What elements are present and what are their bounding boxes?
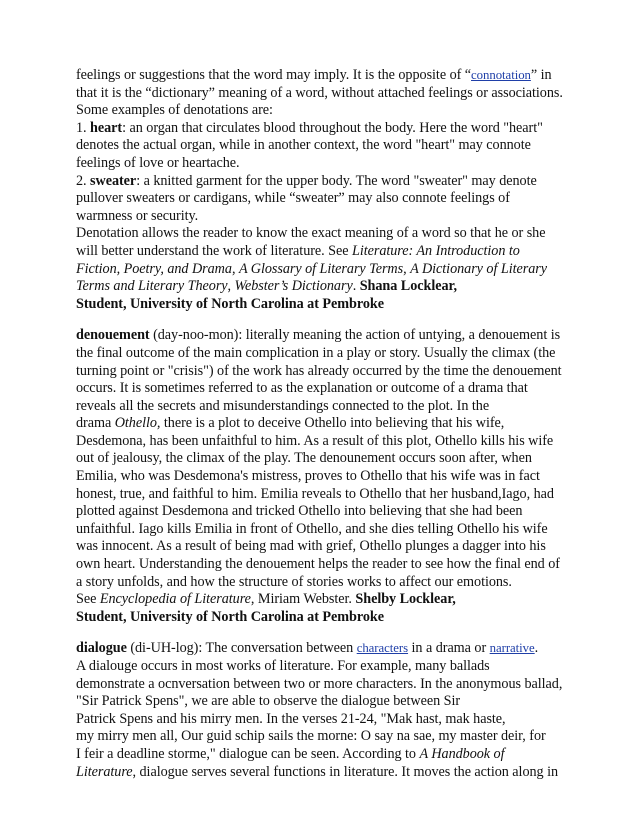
text-segment: there is a plot to deceive Othello into believing that his wife,	[160, 415, 505, 432]
italic-title: Literature: An Introduction to	[351, 242, 520, 259]
text-segment: warmness or security.	[76, 207, 199, 224]
text-line	[76, 538, 568, 556]
text-segment: pullover sweaters or cardigans, while “sweater” may also connote feelings of	[76, 190, 510, 207]
link-characters[interactable]: characters	[356, 641, 409, 656]
text-segment: demonstrate a ocnversation between two or more characters. In the anonymous ballad,	[76, 675, 563, 692]
text-segment: (di-UH-log): The conversation between	[126, 640, 357, 657]
text-line	[76, 415, 568, 433]
italic-title: Encyclopedia of Literature	[99, 591, 251, 608]
text-segment: own heart. Understanding the denouement helps the reader to see how the final end of	[76, 556, 560, 573]
text-line	[76, 450, 568, 468]
text-segment: the final outcome of the main complication in a play or story. Usually the climax (the	[76, 344, 556, 361]
italic-title: Othello,	[114, 415, 161, 432]
text-segment: turning point or "crisis") of the work has already occurred by the time the denouement	[76, 362, 562, 379]
text-line	[76, 120, 568, 138]
text-segment: , Miriam Webster.	[250, 591, 356, 608]
bold-text: sweater	[90, 172, 137, 189]
text-line	[76, 327, 568, 345]
text-line	[76, 225, 568, 243]
text-line	[76, 85, 568, 103]
text-line	[76, 693, 568, 711]
text-line	[76, 521, 568, 539]
text-line	[76, 137, 568, 155]
text-line	[76, 746, 568, 764]
paragraph-gap	[76, 313, 568, 327]
text-line	[76, 591, 568, 609]
text-line	[76, 363, 568, 381]
italic-title: A Handbook of	[419, 745, 505, 762]
text-line	[76, 676, 568, 694]
text-segment: ,	[231, 260, 239, 277]
italic-title: A Dictionary of Literary	[410, 260, 547, 277]
text-line	[76, 711, 568, 729]
bold-text: Student, University of North Carolina at Pembroke	[76, 608, 384, 625]
text-segment: feelings of love or heartache.	[76, 154, 240, 171]
text-segment: my mirry men all, Our guid schip sails the morne: O say na sae, my master deir, for	[76, 728, 546, 745]
text-segment: See	[76, 591, 100, 608]
text-line	[76, 278, 568, 296]
text-segment: reveals all the secrets and misunderstandings connected to the plot. In the	[76, 397, 490, 414]
text-line	[76, 468, 568, 486]
text-line	[76, 433, 568, 451]
text-segment: a story unfolds, and how the structure of stories works to affect our emotions.	[76, 573, 512, 590]
text-line	[76, 380, 568, 398]
text-line	[76, 243, 568, 261]
bold-text: Shelby Locklear,	[355, 591, 456, 608]
text-segment: , dialogue serves several functions in literature. It moves the action along in	[132, 763, 559, 780]
text-line	[76, 486, 568, 504]
text-line	[76, 208, 568, 226]
text-segment: Emilia, who was Desdemona's mistress, proves to Othello that his wife was in fact	[76, 468, 540, 485]
text-line	[76, 503, 568, 521]
text-line	[76, 556, 568, 574]
text-line	[76, 173, 568, 191]
text-segment: unfaithful. Iago kills Emilia in front of Othello, and she dies telling Othello his wife	[76, 520, 548, 537]
text-line	[76, 658, 568, 676]
text-segment: 2.	[76, 172, 91, 189]
text-segment: I feir a deadline storme," dialogue can be seen. According to	[76, 745, 420, 762]
bold-text: dialogue	[76, 640, 127, 657]
text-segment: will better understand the work of literature. See	[76, 242, 352, 259]
text-segment: in a drama or	[408, 640, 490, 657]
text-line	[76, 102, 568, 120]
text-segment: (day-noo-mon): literally meaning the action of untying, a denouement is	[149, 327, 561, 344]
italic-title: Literature	[76, 763, 133, 780]
text-line	[76, 609, 568, 627]
italic-title: A Glossary of Literary Terms	[238, 260, 404, 277]
text-segment: Patrick Spens and his mirry men. In the verses 21-24, "Mak hast, mak haste,	[76, 710, 506, 727]
text-segment: denotes the actual organ, while in another context, the word "heart" may connote	[76, 137, 531, 154]
text-segment: out of jealousy, the climax of the play. The denounement occurs soon after, when	[76, 450, 532, 467]
link-connotation[interactable]: connotation	[471, 68, 531, 82]
italic-title: Webster’s Dictionary	[234, 278, 353, 295]
bold-text: denouement	[76, 327, 150, 344]
text-segment: plotted against Desdemona and tricked Othello into believing that she had been	[76, 503, 523, 520]
text-line	[76, 640, 568, 658]
italic-title: Terms and Literary Theory	[76, 278, 228, 295]
document-page	[76, 67, 568, 781]
text-segment: was innocent. As a result of being mad with grief, Othello plunges a dagger into his	[76, 538, 546, 555]
text-line	[76, 155, 568, 173]
text-line	[76, 67, 568, 85]
text-segment: honest, true, and faithful to him. Emilia reveals to Othello that her husband,Iago, had	[76, 485, 554, 502]
text-segment: A dialouge occurs in most works of literature. For example, many ballads	[76, 658, 490, 674]
text-segment: : an organ that circulates blood throughout the body. Here the word "heart"	[122, 119, 543, 136]
text-segment: Desdemona, has been unfaithful to him. As a result of this plot, Othello kills his wife	[76, 432, 554, 449]
text-line	[76, 728, 568, 746]
bold-text: heart	[90, 119, 123, 136]
text-segment: : a knitted garment for the upper body. The word "sweater" may denote	[136, 172, 537, 189]
text-segment: ” in	[530, 67, 552, 83]
text-segment: .	[352, 278, 360, 295]
text-line	[76, 261, 568, 279]
text-segment: feelings or suggestions that the word may imply. It is the opposite of “	[76, 67, 472, 83]
text-line	[76, 345, 568, 363]
text-segment: ,	[403, 260, 411, 277]
bold-text: Student, University of North Carolina at Pembroke	[76, 295, 384, 312]
text-line	[76, 296, 568, 314]
text-line	[76, 574, 568, 592]
text-segment: that it is the “dictionary” meaning of a word, without attached feelings or associations.	[76, 84, 563, 101]
text-segment: ,	[227, 278, 235, 295]
text-segment: "Sir Patrick Spens", we are able to observe the dialogue between Sir	[76, 693, 461, 710]
text-line	[76, 190, 568, 208]
text-line	[76, 398, 568, 416]
text-segment: .	[534, 640, 539, 657]
text-segment: Denotation allows the reader to know the exact meaning of a word so that he or she	[76, 225, 546, 242]
text-segment: occurs. It is sometimes referred to as the explanation or outcome of a drama that	[76, 380, 528, 397]
text-segment: 1.	[76, 119, 91, 136]
bold-text: Shana Locklear,	[359, 278, 457, 295]
text-segment: Some examples of denotations are:	[76, 102, 273, 119]
italic-title: Fiction, Poetry, and Drama	[76, 260, 232, 277]
text-line	[76, 764, 568, 782]
link-narrative[interactable]: narrative	[489, 641, 535, 656]
paragraph-gap	[76, 626, 568, 640]
text-segment: drama	[76, 415, 115, 432]
